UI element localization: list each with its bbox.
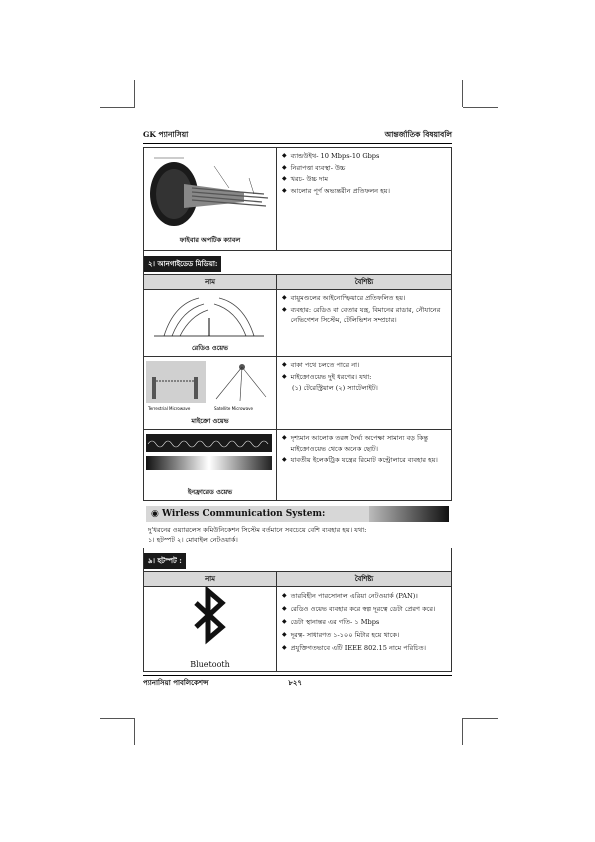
list-item: ◆ আলোর পূর্ণ অভ্যন্তরীন প্রতিফলন হয়। xyxy=(282,186,390,195)
diamond-bullet-icon: ◆ xyxy=(282,294,287,301)
bluetooth-cell xyxy=(144,587,277,671)
col-name: নাম xyxy=(144,572,277,586)
wireless-intro: দু'ধরনের ওয়্যারলেস কমিউনিকেশন সিস্টেম বর্তমানে সবচেয়ে বেশি ব্যবহার হয়। যথা: xyxy=(148,526,367,534)
wireless-title: ◉ Wirless Communication System: xyxy=(151,509,326,519)
list-item: ◆ ব্যান্ডউইথ- 10 Mbps-10 Gbps xyxy=(282,152,380,160)
bluetooth-caption: Bluetooth xyxy=(190,660,230,669)
radio-image-cell xyxy=(144,290,277,356)
running-footer xyxy=(143,675,452,689)
diamond-bullet-icon: ◆ xyxy=(282,175,287,182)
col-feature: বৈশিষ্ট্য xyxy=(354,278,374,286)
col-name: নাম xyxy=(144,275,277,289)
header-left: GK প্যানাসিয়া xyxy=(143,130,189,139)
list-item: ◆ ব্যবহার: রেডিও বা বেতার যন্ত্র, বিমানের রাডার, নৌযানের নেভিগেশন সিস্টেম, টেলিভিশন সম্প্রচার। xyxy=(282,305,441,324)
list-item: ◆ দূরত্ব- সাধারণত ১-১০০ মিটার হয়ে থাকে। xyxy=(282,631,400,639)
radio-caption: রেডিও ওয়েভ xyxy=(192,344,228,352)
radio-points xyxy=(277,290,451,356)
list-item: ◆ খরচ- উচ্চ দাম xyxy=(282,175,329,183)
bluetooth-points xyxy=(277,587,451,671)
crop-mark xyxy=(463,718,498,719)
fiber-cable-illustration xyxy=(144,148,274,232)
micro-caption: মাইক্রো ওয়েভ xyxy=(191,417,229,425)
table-header xyxy=(144,571,451,587)
list-item: ◆ নিরাপত্তা ব্যবস্থা- উচ্চ xyxy=(282,163,346,172)
section-title-hotspot: ৯। হটস্পট : xyxy=(144,553,186,569)
fiber-image-cell xyxy=(144,148,277,250)
table-row xyxy=(144,430,451,500)
crop-mark xyxy=(462,718,463,745)
crop-mark xyxy=(134,80,135,107)
list-item: (১) টেরেস্ট্রিয়াল (২) স্যাটেলাইট। xyxy=(292,384,378,392)
diamond-bullet-icon: ◆ xyxy=(282,434,287,441)
infra-image-cell xyxy=(144,430,277,500)
diamond-bullet-icon: ◆ xyxy=(282,644,287,651)
page xyxy=(143,130,452,689)
hotspot-frame xyxy=(143,548,452,672)
table-row xyxy=(144,587,451,671)
list-item: ◆ প্রযুক্তিগতভাবে এটি IEEE 802.15 নামে পরিচিত। xyxy=(282,644,427,652)
wireless-title-bar xyxy=(146,506,449,522)
diamond-bullet-icon: ◆ xyxy=(282,456,287,463)
crop-mark xyxy=(100,718,135,719)
page-number: ৮২৭ xyxy=(288,678,302,687)
bluetooth-icon xyxy=(144,587,274,649)
terrestrial-label: Terrestrial Microwave xyxy=(148,406,191,411)
diamond-bullet-icon: ◆ xyxy=(282,152,287,159)
header-right: আন্তর্জাতিক বিষয়াবলি xyxy=(384,130,452,139)
diamond-bullet-icon: ◆ xyxy=(282,618,287,625)
crop-mark xyxy=(462,80,463,107)
infra-caption: ইনফ্রারেড ওয়েভ xyxy=(187,488,233,496)
diamond-bullet-icon: ◆ xyxy=(282,186,287,194)
running-header xyxy=(143,130,452,144)
wireless-list: ১। হটস্পট ২। মোবাইল নেটওয়ার্ক। xyxy=(148,536,238,544)
micro-points xyxy=(277,357,451,429)
diamond-bullet-icon: ◆ xyxy=(282,631,287,638)
micro-image-cell xyxy=(144,357,277,429)
fiber-points xyxy=(277,148,451,250)
diamond-bullet-icon: ◆ xyxy=(282,372,287,380)
diamond-bullet-icon: ◆ xyxy=(282,305,287,313)
table-row xyxy=(144,290,451,357)
list-item: ◆ মাইক্রোওয়েভ দুই ধরণের। যথা: xyxy=(282,372,372,381)
diamond-bullet-icon: ◆ xyxy=(282,361,287,368)
diamond-bullet-icon: ◆ xyxy=(282,163,287,171)
table-header xyxy=(144,274,451,290)
content-frame xyxy=(143,147,452,501)
diamond-bullet-icon: ◆ xyxy=(282,605,287,612)
list-item: ◆ তারবিহীন পারসোনাল এরিয়া নেটওয়ার্ক (PAN)। xyxy=(282,592,418,600)
microwave-illustration xyxy=(144,357,274,413)
diamond-bullet-icon: ◆ xyxy=(282,592,287,599)
list-item: ◆ বাকা পথে চলতে পারে না। xyxy=(282,361,360,369)
footer-publisher: প্যানাসিয়া পাবলিকেশন্স xyxy=(143,678,209,687)
list-item: ◆ ডেটা স্থানান্তর এর গতি- ১ Mbps xyxy=(282,618,380,626)
crop-mark xyxy=(100,107,135,108)
list-item: ◆ বায়ুমণ্ডলের আইনোস্ফিয়ারে প্রতিফলিত হয়। xyxy=(282,294,406,302)
radio-wave-illustration xyxy=(144,290,274,342)
list-item: ◆ দৃশ্যমান আলোক তরঙ্গ দৈর্ঘ্য অপেক্ষা সামান্য বড় কিন্তু মাইক্রোওয়েভ থেকে অনেক ছোট। xyxy=(282,434,429,453)
col-feature: বৈশিষ্ট্য xyxy=(354,575,374,583)
fiber-caption: ফাইবার অপটিক ক্যাবল xyxy=(179,236,241,244)
title-gradient-decoration xyxy=(369,506,449,522)
fiber-row xyxy=(144,148,451,251)
spectrum-illustration xyxy=(144,430,274,484)
list-item: ◆ যাবতীয় ইলেকট্রিক যন্ত্রের রিমোট কন্ট্রোলারে ব্যবহার হয়। xyxy=(282,456,438,464)
section-title-unguided: ২। আনগাইডেড মিডিয়া: xyxy=(144,256,221,272)
crop-mark xyxy=(134,718,135,745)
satellite-label: Satellite Microwave xyxy=(214,406,253,411)
crop-mark xyxy=(463,107,498,108)
table-row xyxy=(144,357,451,430)
list-item: ◆ রেডিও ওয়েভ ব্যবহার করে স্বল্প দূরত্বে ডেটা প্রেরণ করে। xyxy=(282,605,436,613)
infra-points xyxy=(277,430,451,500)
